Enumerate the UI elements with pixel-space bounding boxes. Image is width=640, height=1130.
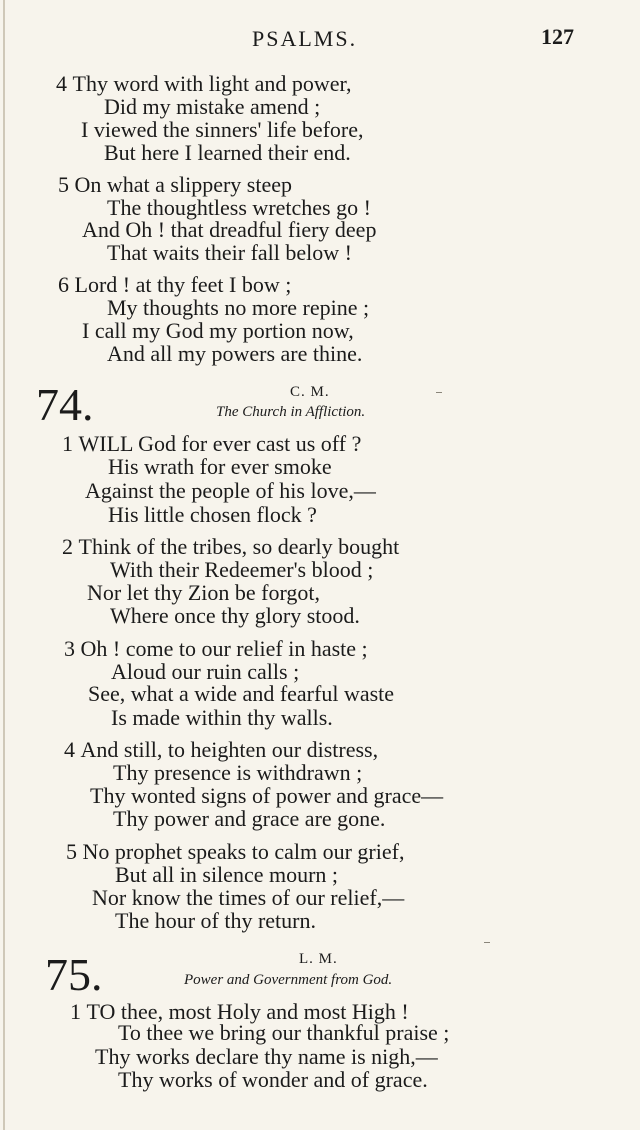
- verse-line: Nor let thy Zion be forgot,: [87, 580, 320, 605]
- verse-line: Did my mistake amend ;: [104, 94, 321, 119]
- verse-number: 1: [70, 999, 81, 1024]
- print-speck: [436, 392, 442, 393]
- verse-line: But all in silence mourn ;: [115, 862, 339, 887]
- verse-line: His little chosen flock ?: [108, 502, 317, 527]
- hymn-meter: C. M.: [290, 384, 330, 400]
- verse-line: Where once thy glory stood.: [110, 603, 360, 628]
- verse-line: 1 TO thee, most Holy and most High !: [70, 999, 409, 1024]
- verse-line: Thy power and grace are gone.: [113, 806, 386, 831]
- page-number: 127: [541, 24, 574, 49]
- verse-line: Thy presence is withdrawn ;: [113, 760, 363, 785]
- verse-line: To thee we bring our thankful praise ;: [118, 1020, 450, 1045]
- verse-line: 5 On what a slippery steep: [58, 172, 292, 197]
- verse-number: 2: [62, 534, 73, 559]
- print-speck: [484, 942, 490, 943]
- verse-line: See, what a wide and fearful waste: [88, 681, 395, 706]
- verse-number: 4: [64, 737, 75, 762]
- verse-line: 4 Thy word with light and power,: [56, 71, 352, 96]
- running-head: PSALMS.: [252, 26, 358, 51]
- verse-line: 3 Oh ! come to our relief in haste ;: [64, 636, 368, 661]
- verse-number: 6: [58, 272, 69, 297]
- verse-number: 5: [58, 172, 69, 197]
- verse-line: Aloud our ruin calls ;: [111, 659, 300, 684]
- verse-line: With their Redeemer's blood ;: [110, 557, 374, 582]
- page-edge-shadow: [3, 0, 5, 1130]
- verse-line: That waits their fall below !: [107, 240, 352, 265]
- verse-line: Nor know the times of our relief,—: [92, 885, 405, 910]
- verse-line: 2 Think of the tribes, so dearly bought: [62, 534, 400, 559]
- hymn-title: The Church in Affliction.: [216, 404, 366, 420]
- hymn-number: 75.: [45, 949, 103, 1000]
- verse-line: Is made within thy walls.: [111, 705, 333, 730]
- verse-line: But here I learned their end.: [104, 140, 351, 165]
- verse-line: 6 Lord ! at thy feet I bow ;: [58, 272, 292, 297]
- verse-line: 1 WILL God for ever cast us off ?: [62, 431, 362, 456]
- verse-line: I call my God my portion now,: [82, 318, 354, 343]
- hymn-meter: L. M.: [299, 951, 338, 967]
- verse-line: And all my powers are thine.: [107, 341, 363, 366]
- verse-number: 3: [64, 636, 75, 661]
- verse-line: 4 And still, to heighten our distress,: [64, 737, 379, 762]
- verse-line: The hour of thy return.: [115, 908, 316, 933]
- verse-line: Thy works of wonder and of grace.: [118, 1067, 428, 1092]
- verse-line: Against the people of his love,—: [85, 478, 376, 503]
- verse-number: 4: [56, 71, 67, 96]
- verse-line: 5 No prophet speaks to calm our grief,: [66, 839, 405, 864]
- verse-line: I viewed the sinners' life before,: [81, 117, 364, 142]
- verse-number: 5: [66, 839, 77, 864]
- verse-number: 1: [62, 431, 73, 456]
- verse-line: And Oh ! that dreadful fiery deep: [82, 217, 377, 242]
- hymn-title: Power and Government from God.: [184, 972, 393, 988]
- verse-line: Thy wonted signs of power and grace—: [90, 783, 444, 808]
- hymn-number: 74.: [36, 379, 94, 430]
- verse-line: Thy works declare thy name is nigh,—: [95, 1044, 438, 1069]
- verse-line: The thoughtless wretches go !: [107, 195, 371, 220]
- verse-line: His wrath for ever smoke: [108, 454, 332, 479]
- verse-line: My thoughts no more repine ;: [107, 295, 370, 320]
